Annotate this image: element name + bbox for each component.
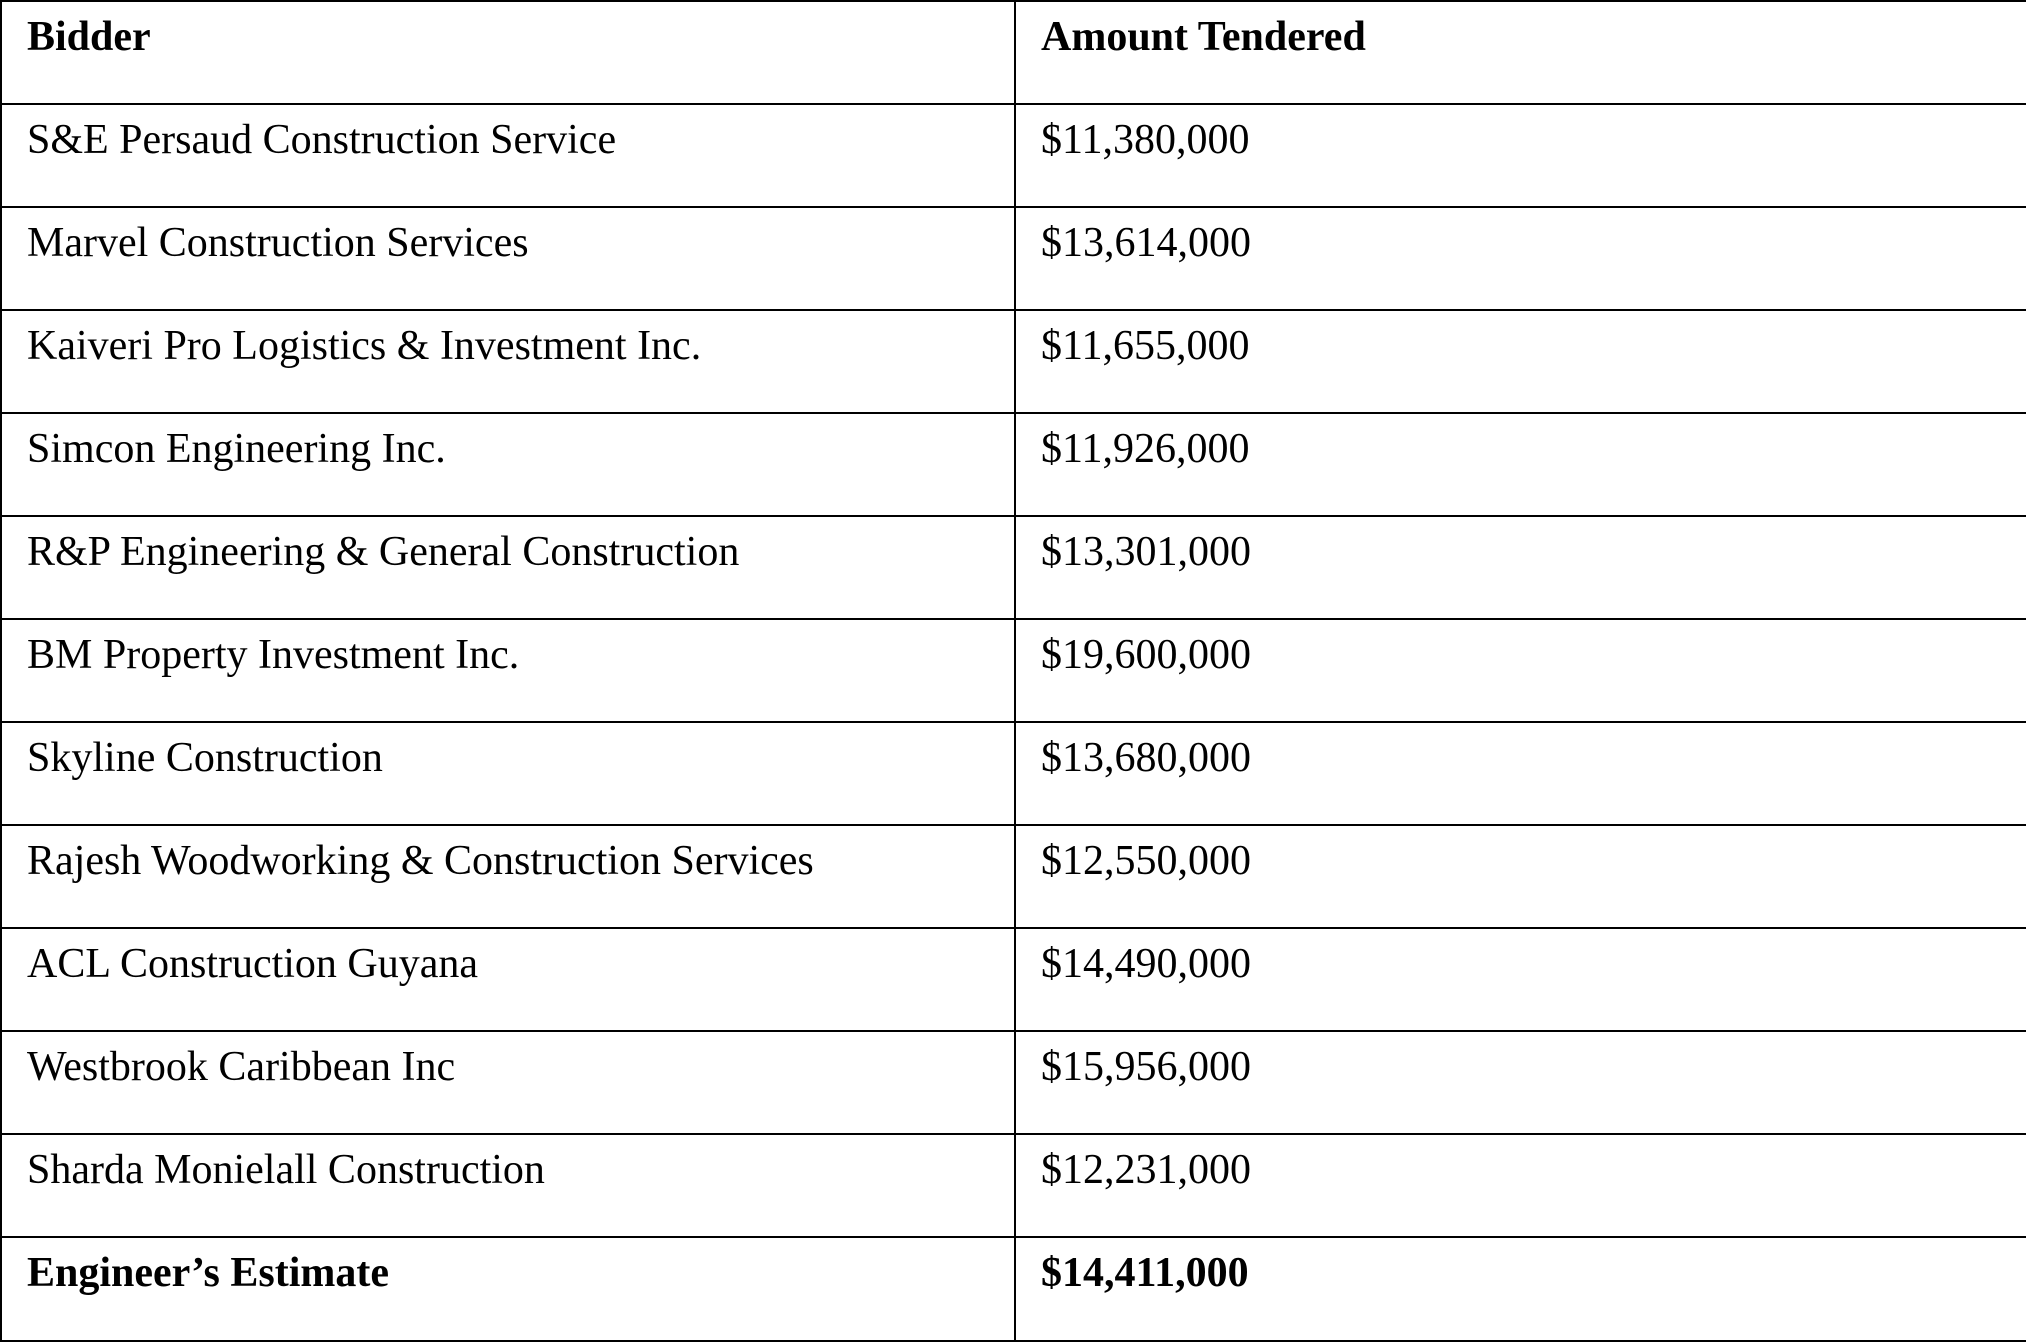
amount-cell: $12,550,000	[1015, 825, 2026, 928]
amount-cell: $13,301,000	[1015, 516, 2026, 619]
amount-cell: $12,231,000	[1015, 1134, 2026, 1237]
bidder-column-header: Bidder	[1, 1, 1015, 104]
estimate-label: Engineer’s Estimate	[1, 1237, 1015, 1341]
amount-cell: $15,956,000	[1015, 1031, 2026, 1134]
estimate-row	[1, 1237, 2026, 1341]
bidder-cell: Sharda Monielall Construction	[1, 1134, 1015, 1237]
amount-cell: $11,380,000	[1015, 104, 2026, 207]
header-row	[1, 1, 2026, 104]
table-row	[1, 619, 2026, 722]
amount-cell: $14,490,000	[1015, 928, 2026, 1031]
table-row	[1, 722, 2026, 825]
table-row	[1, 413, 2026, 516]
amount-cell: $13,614,000	[1015, 207, 2026, 310]
bidder-cell: ACL Construction Guyana	[1, 928, 1015, 1031]
bidder-cell: Simcon Engineering Inc.	[1, 413, 1015, 516]
table-row	[1, 516, 2026, 619]
bidder-cell: BM Property Investment Inc.	[1, 619, 1015, 722]
bidder-cell: Skyline Construction	[1, 722, 1015, 825]
table-row	[1, 1134, 2026, 1237]
table-row	[1, 928, 2026, 1031]
bidder-cell: S&E Persaud Construction Service	[1, 104, 1015, 207]
bidder-cell: R&P Engineering & General Construction	[1, 516, 1015, 619]
amount-cell: $19,600,000	[1015, 619, 2026, 722]
amount-cell: $13,680,000	[1015, 722, 2026, 825]
estimate-amount: $14,411,000	[1015, 1237, 2026, 1341]
bidder-cell: Marvel Construction Services	[1, 207, 1015, 310]
amount-cell: $11,655,000	[1015, 310, 2026, 413]
table-row	[1, 207, 2026, 310]
bidder-cell: Rajesh Woodworking & Construction Services	[1, 825, 1015, 928]
table-row	[1, 104, 2026, 207]
table-row	[1, 825, 2026, 928]
bidder-cell: Westbrook Caribbean Inc	[1, 1031, 1015, 1134]
amount-column-header: Amount Tendered	[1015, 1, 2026, 104]
table-row	[1, 1031, 2026, 1134]
bidder-cell: Kaiveri Pro Logistics & Investment Inc.	[1, 310, 1015, 413]
amount-cell: $11,926,000	[1015, 413, 2026, 516]
table-row	[1, 310, 2026, 413]
